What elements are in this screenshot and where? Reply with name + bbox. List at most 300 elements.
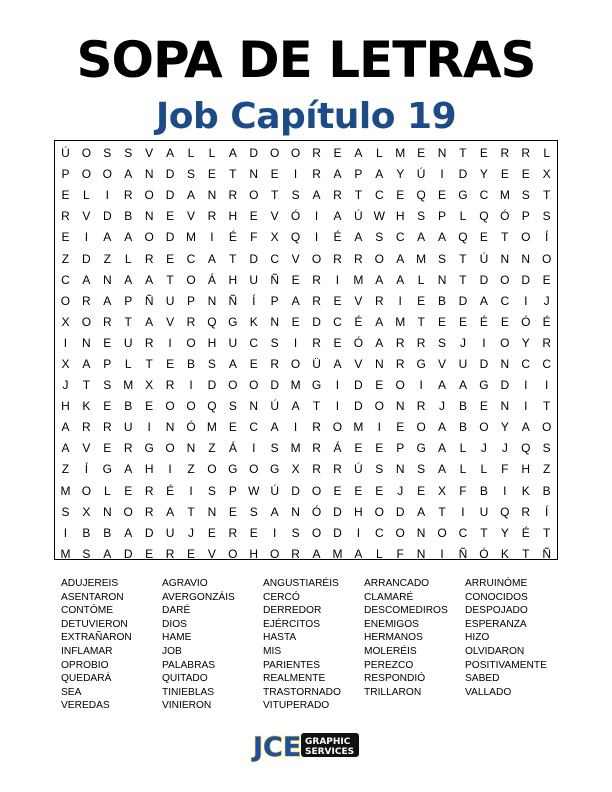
- grid-cell: E: [103, 441, 112, 456]
- grid-cell: A: [354, 546, 363, 561]
- grid-cell: E: [500, 314, 509, 329]
- grid-cell: R: [312, 462, 321, 477]
- grid-cell: J: [439, 399, 446, 414]
- grid-cell: H: [228, 209, 238, 224]
- word-list-item: ANGUSTIARÉIS: [263, 578, 339, 589]
- grid-cell: Ñ: [458, 546, 468, 561]
- grid-cell: Z: [208, 441, 216, 456]
- grid-cell: G: [144, 441, 154, 456]
- word-list-item: TRILLARON: [364, 686, 422, 698]
- grid-cell: D: [354, 378, 363, 393]
- grid-cell: O: [374, 251, 384, 266]
- grid-cell: I: [524, 293, 528, 308]
- grid-cell: Z: [61, 462, 70, 477]
- grid-cell: D: [102, 209, 112, 224]
- grid-cell: S: [417, 462, 426, 477]
- logo-letters: JCE: [253, 732, 302, 762]
- grid-cell: M: [290, 378, 301, 393]
- grid-cell: E: [270, 167, 279, 182]
- grid-cell: N: [249, 399, 259, 414]
- grid-cell: S: [438, 251, 447, 266]
- grid-cell: I: [84, 230, 89, 245]
- grid-cell: O: [270, 546, 280, 561]
- grid-cell: G: [102, 462, 112, 477]
- word-list-item: PARIENTES: [263, 659, 320, 671]
- grid-cell: A: [228, 146, 237, 161]
- grid-cell: I: [293, 167, 298, 182]
- grid-cell: L: [459, 441, 467, 456]
- grid-cell: R: [102, 314, 112, 329]
- grid-cell: C: [270, 251, 280, 266]
- grid-row: [55, 354, 557, 375]
- grid-cell: A: [103, 230, 112, 245]
- grid-cell: A: [438, 441, 447, 456]
- grid-cell: R: [82, 293, 91, 308]
- grid-cell: Q: [207, 399, 217, 414]
- word-list-item: DIOS: [162, 618, 187, 630]
- grid-cell: A: [124, 167, 133, 182]
- grid-row: [55, 481, 557, 502]
- grid-cell: X: [438, 483, 447, 498]
- grid-cell: A: [438, 230, 447, 245]
- grid-cell: H: [354, 504, 363, 519]
- grid-cell: O: [249, 188, 259, 203]
- grid-cell: O: [311, 483, 322, 498]
- grid-cell: T: [82, 378, 91, 393]
- grid-cell: R: [102, 420, 112, 435]
- grid-cell: I: [335, 399, 340, 414]
- grid-cell: R: [312, 420, 321, 435]
- grid-cell: A: [333, 167, 342, 182]
- grid-row: [55, 312, 557, 333]
- word-list-item: TINIEBLAS: [162, 686, 215, 698]
- grid-cell: L: [375, 146, 383, 161]
- grid-cell: R: [312, 335, 321, 350]
- grid-cell: A: [354, 146, 363, 161]
- grid-cell: M: [185, 230, 196, 245]
- grid-cell: A: [375, 335, 384, 350]
- grid-cell: N: [437, 272, 447, 287]
- grid-cell: G: [458, 188, 468, 203]
- word-list-item: QUITADO: [162, 673, 208, 685]
- grid-cell: B: [458, 399, 467, 414]
- word-list-item: HERMANOS: [364, 632, 423, 644]
- grid-cell: M: [353, 420, 364, 435]
- grid-cell: V: [186, 209, 195, 224]
- word-list-item: HIZO: [465, 632, 490, 644]
- grid-cell: T: [501, 230, 509, 245]
- grid-cell: A: [61, 441, 70, 456]
- grid-cell: E: [103, 335, 112, 350]
- grid-cell: G: [479, 378, 489, 393]
- grid-cell: X: [82, 504, 91, 519]
- word-list-item: AGRAVIO: [162, 578, 208, 589]
- grid-cell: R: [165, 546, 175, 561]
- grid-cell: N: [500, 399, 510, 414]
- grid-cell: R: [312, 146, 321, 161]
- grid-cell: I: [105, 188, 109, 203]
- grid-cell: X: [61, 314, 70, 329]
- grid-cell: T: [459, 272, 467, 287]
- grid-cell: Ü: [312, 356, 321, 371]
- grid-cell: I: [377, 420, 381, 435]
- word-list-item: PALABRAS: [162, 659, 216, 671]
- grid-cell: X: [291, 462, 300, 477]
- grid-cell: R: [228, 525, 238, 540]
- grid-cell: R: [374, 293, 384, 308]
- grid-cell: Y: [521, 335, 530, 350]
- grid-cell: L: [417, 272, 425, 287]
- grid-cell: N: [207, 188, 217, 203]
- grid-cell: H: [249, 546, 259, 561]
- grid-cell: E: [333, 335, 342, 350]
- grid-cell: H: [228, 272, 238, 287]
- grid-cell: E: [354, 441, 363, 456]
- grid-cell: H: [144, 462, 154, 477]
- logo-line2: SERVICES: [305, 747, 355, 757]
- grid-cell: D: [458, 293, 468, 308]
- grid-cell: Q: [207, 314, 217, 329]
- grid-cell: E: [291, 272, 300, 287]
- grid-cell: Ú: [416, 167, 426, 182]
- grid-cell: N: [521, 251, 531, 266]
- grid-cell: N: [82, 335, 91, 350]
- grid-cell: I: [168, 335, 172, 350]
- word-list-item: ARRUINÓME: [465, 578, 528, 589]
- grid-cell: B: [124, 399, 133, 414]
- jce-graphic-services-logo: [251, 728, 361, 762]
- grid-cell: M: [395, 314, 406, 329]
- grid-cell: U: [123, 420, 133, 435]
- grid-cell: R: [500, 146, 510, 161]
- grid-cell: D: [312, 314, 321, 329]
- grid-cell: O: [479, 420, 489, 435]
- grid-row: [55, 143, 557, 164]
- grid-cell: E: [417, 293, 426, 308]
- grid-cell: L: [480, 462, 488, 477]
- grid-cell: S: [291, 525, 300, 540]
- grid-cell: Q: [416, 188, 426, 203]
- word-list-item: CONTÓME: [61, 605, 114, 617]
- word-list-item: OPROBIO: [61, 659, 109, 671]
- grid-cell: Í: [84, 462, 89, 477]
- grid-cell: Ó: [186, 420, 196, 435]
- grid-cell: I: [440, 546, 444, 561]
- word-list-item: ADUJEREIS: [61, 578, 119, 589]
- grid-cell: F: [501, 462, 509, 477]
- grid-cell: N: [207, 293, 217, 308]
- grid-row: [55, 164, 557, 185]
- grid-cell: U: [249, 272, 259, 287]
- grid-cell: P: [124, 293, 133, 308]
- grid-cell: E: [228, 504, 237, 519]
- grid-cell: A: [124, 525, 133, 540]
- grid-cell: R: [416, 399, 426, 414]
- grid-cell: U: [123, 335, 133, 350]
- grid-cell: N: [165, 420, 175, 435]
- grid-cell: Y: [500, 420, 509, 435]
- grid-cell: E: [228, 420, 237, 435]
- grid-cell: R: [333, 462, 342, 477]
- grid-cell: E: [438, 314, 447, 329]
- grid-cell: A: [333, 356, 342, 371]
- grid-row: [55, 185, 557, 206]
- grid-cell: Ñ: [270, 272, 280, 287]
- word-list-item: CLAMARÉ: [364, 591, 414, 603]
- grid-row: [55, 396, 557, 417]
- grid-cell: I: [252, 441, 256, 456]
- grid-cell: O: [81, 483, 92, 498]
- word-list-item: SEA: [61, 686, 82, 698]
- grid-cell: D: [82, 251, 91, 266]
- grid-cell: E: [207, 525, 216, 540]
- grid-cell: R: [207, 209, 217, 224]
- grid-cell: J: [480, 441, 487, 456]
- grid-cell: M: [290, 441, 301, 456]
- grid-cell: E: [333, 483, 342, 498]
- grid-cell: E: [417, 483, 426, 498]
- grid-cell: R: [186, 314, 196, 329]
- word-list-item: EJÉRCITOS: [263, 618, 320, 630]
- grid-cell: U: [165, 525, 175, 540]
- grid-cell: R: [123, 441, 133, 456]
- grid-cell: Ó: [290, 209, 301, 224]
- grid-cell: I: [482, 335, 486, 350]
- grid-cell: D: [249, 251, 259, 266]
- grid-cell: E: [61, 230, 70, 245]
- grid-cell: R: [61, 209, 70, 224]
- grid-cell: A: [375, 167, 384, 182]
- grid-cell: L: [459, 209, 467, 224]
- grid-cell: É: [228, 230, 237, 245]
- grid-cell: I: [440, 167, 444, 182]
- grid-cell: D: [207, 378, 217, 393]
- grid-cell: E: [145, 399, 154, 414]
- grid-cell: P: [270, 293, 279, 308]
- grid-cell: É: [166, 483, 175, 498]
- grid-cell: I: [335, 272, 340, 287]
- grid-cell: J: [459, 335, 466, 350]
- grid-cell: A: [333, 209, 342, 224]
- grid-cell: C: [249, 420, 259, 435]
- grid-cell: Z: [542, 462, 551, 477]
- grid-cell: N: [144, 167, 154, 182]
- grid-cell: H: [207, 335, 217, 350]
- grid-cell: R: [395, 356, 405, 371]
- grid-cell: R: [291, 546, 300, 561]
- grid-cell: X: [542, 167, 551, 182]
- word-list-item: VINIERON: [162, 700, 212, 712]
- grid-cell: R: [228, 188, 238, 203]
- grid-cell: C: [374, 525, 384, 540]
- grid-cell: E: [500, 167, 509, 182]
- grid-cell: S: [103, 378, 112, 393]
- grid-cell: O: [186, 272, 196, 287]
- word-list-item: MOLERÉIS: [364, 645, 417, 657]
- grid-cell: Í: [544, 504, 549, 519]
- grid-cell: D: [354, 399, 363, 414]
- grid-cell: E: [186, 546, 195, 561]
- grid-cell: S: [375, 462, 384, 477]
- word-list-item: DESCOMEDIROS: [364, 605, 448, 617]
- grid-cell: R: [144, 504, 154, 519]
- grid-cell: O: [311, 525, 322, 540]
- grid-cell: D: [479, 356, 489, 371]
- grid-cell: Ó: [521, 314, 531, 329]
- logo-line1: GRAPHIC: [305, 737, 351, 747]
- grid-cell: E: [166, 356, 175, 371]
- grid-cell: I: [168, 462, 172, 477]
- grid-cell: P: [186, 293, 195, 308]
- letter-grid-frame: [54, 140, 558, 560]
- grid-cell: F: [250, 230, 258, 245]
- grid-cell: O: [332, 420, 343, 435]
- grid-cell: O: [144, 230, 154, 245]
- grid-row: [55, 206, 557, 227]
- grid-cell: Y: [396, 167, 405, 182]
- word-list-item: VITUPERADO: [263, 700, 330, 712]
- word-list: [61, 578, 581, 712]
- grid-cell: E: [417, 146, 426, 161]
- grid-cell: A: [354, 230, 363, 245]
- grid-cell: I: [419, 378, 423, 393]
- grid-row: [55, 333, 557, 354]
- grid-cell: A: [166, 146, 175, 161]
- grid-cell: I: [314, 230, 319, 245]
- grid-cell: V: [354, 356, 363, 371]
- grid-cell: O: [270, 146, 280, 161]
- word-list-item: VALLADO: [465, 686, 512, 698]
- grid-cell: O: [521, 230, 531, 245]
- grid-cell: V: [438, 356, 447, 371]
- grid-cell: A: [207, 251, 216, 266]
- grid-cell: E: [333, 293, 342, 308]
- grid-cell: B: [479, 483, 488, 498]
- grid-cell: C: [61, 272, 70, 287]
- grid-cell: S: [207, 483, 216, 498]
- grid-cell: R: [354, 251, 363, 266]
- grid-cell: S: [270, 441, 279, 456]
- grid-cell: A: [103, 293, 112, 308]
- grid-cell: K: [500, 546, 509, 561]
- grid-cell: É: [354, 314, 363, 329]
- grid-cell: T: [542, 188, 551, 203]
- grid-cell: N: [416, 546, 426, 561]
- grid-cell: P: [438, 209, 447, 224]
- grid-cell: O: [165, 399, 175, 414]
- grid-cell: M: [416, 251, 427, 266]
- grid-cell: A: [166, 504, 175, 519]
- grid-cell: S: [124, 146, 133, 161]
- grid-cell: C: [186, 251, 196, 266]
- word-list-item: DETUVIERON: [61, 618, 128, 630]
- grid-cell: M: [353, 272, 364, 287]
- grid-cell: S: [542, 209, 551, 224]
- grid-cell: O: [311, 251, 322, 266]
- grid-cell: N: [291, 504, 300, 519]
- grid-cell: N: [374, 356, 384, 371]
- grid-cell: O: [500, 335, 510, 350]
- grid-cell: I: [524, 378, 528, 393]
- grid-cell: N: [102, 504, 112, 519]
- grid-cell: H: [395, 209, 405, 224]
- grid-cell: É: [542, 314, 551, 329]
- grid-cell: I: [335, 378, 340, 393]
- grid-cell: R: [521, 146, 531, 161]
- grid-cell: I: [293, 420, 298, 435]
- grid-cell: N: [500, 356, 510, 371]
- grid-cell: Q: [290, 230, 301, 245]
- word-list-item: PEREZCO: [364, 659, 414, 671]
- grid-cell: B: [82, 525, 91, 540]
- grid-cell: G: [311, 378, 322, 393]
- grid-cell: O: [186, 399, 196, 414]
- grid-cell: P: [521, 209, 530, 224]
- grid-cell: E: [354, 483, 363, 498]
- letter-grid: [55, 143, 557, 565]
- grid-cell: O: [228, 378, 238, 393]
- grid-cell: M: [332, 546, 343, 561]
- grid-cell: H: [521, 462, 531, 477]
- grid-cell: O: [416, 420, 426, 435]
- word-list-item: ESPERANZA: [465, 618, 527, 630]
- grid-cell: P: [354, 167, 363, 182]
- word-list-item: REALMENTE: [263, 673, 326, 685]
- grid-cell: É: [333, 230, 342, 245]
- grid-cell: R: [416, 335, 426, 350]
- grid-cell: S: [207, 356, 216, 371]
- grid-cell: N: [270, 314, 280, 329]
- grid-cell: N: [144, 209, 154, 224]
- grid-cell: E: [479, 146, 488, 161]
- grid-cell: I: [293, 335, 298, 350]
- grid-cell: Y: [479, 167, 488, 182]
- grid-cell: I: [189, 483, 193, 498]
- grid-cell: U: [458, 356, 468, 371]
- grid-cell: A: [270, 504, 279, 519]
- grid-cell: A: [145, 272, 154, 287]
- grid-cell: D: [123, 546, 133, 561]
- grid-cell: I: [356, 525, 361, 540]
- grid-cell: T: [542, 399, 551, 414]
- grid-cell: V: [82, 209, 91, 224]
- grid-cell: M: [60, 483, 71, 498]
- grid-cell: J: [543, 293, 550, 308]
- grid-cell: T: [522, 546, 530, 561]
- grid-cell: O: [186, 335, 196, 350]
- grid-cell: B: [438, 293, 447, 308]
- word-list-item: INFLAMAR: [61, 645, 113, 657]
- grid-cell: E: [103, 399, 112, 414]
- grid-cell: O: [395, 525, 405, 540]
- grid-cell: E: [479, 230, 488, 245]
- grid-cell: T: [229, 167, 237, 182]
- grid-cell: E: [375, 483, 384, 498]
- grid-cell: T: [480, 525, 488, 540]
- grid-cell: D: [270, 378, 280, 393]
- grid-cell: W: [248, 483, 260, 498]
- grid-cell: Í: [544, 230, 549, 245]
- grid-cell: M: [60, 546, 71, 561]
- grid-cell: Z: [61, 251, 70, 266]
- grid-cell: Y: [500, 525, 509, 540]
- page-title: SOPA DE LETRAS: [76, 31, 536, 89]
- grid-cell: C: [500, 293, 510, 308]
- grid-cell: A: [521, 420, 530, 435]
- grid-cell: E: [166, 251, 175, 266]
- grid-cell: C: [521, 356, 531, 371]
- grid-cell: S: [438, 335, 447, 350]
